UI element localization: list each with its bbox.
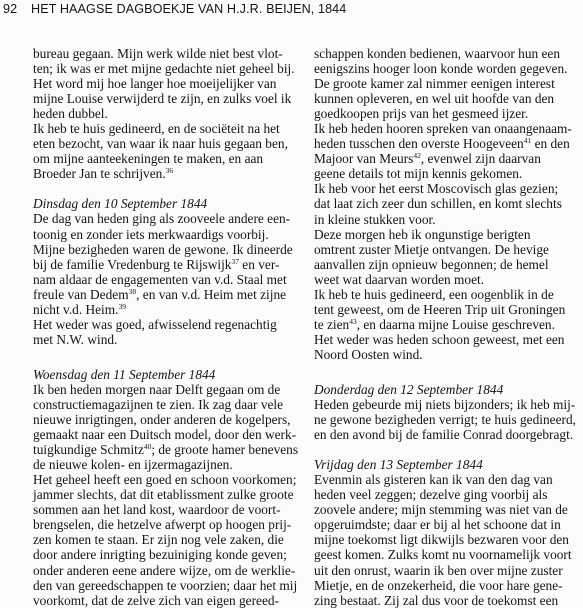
text-run: Majoor van Meurs — [314, 151, 414, 167]
text-run: freule van Dedem — [33, 286, 129, 302]
text-run: nam aldaar de engagementen van v.d. Staal met — [33, 271, 287, 287]
text-line — [314, 532, 583, 547]
text-run: heden dubbel. — [33, 106, 108, 122]
text-line — [314, 397, 583, 412]
text-run: onder anderen eene andere wijze, om de werklie- — [33, 562, 296, 578]
text-run: jammer slechts, dat dit etablissment zulke groote — [33, 487, 294, 503]
footnote-marker: 43 — [349, 316, 357, 326]
footnote-marker: 41 — [523, 136, 532, 146]
text-line — [33, 61, 305, 76]
text-run: toonig en zonder iets merkwaardigs voorbij. — [33, 226, 269, 242]
text-line — [33, 487, 305, 502]
text-run: door andere inrigting bezuiniging konde geven; — [33, 547, 287, 563]
text-run: Deze morgen heb ik ongunstige berigten — [314, 226, 531, 242]
text-run: geest komen. Zulks komt nu voornamelijk voort — [314, 547, 572, 563]
text-line — [33, 578, 305, 593]
paragraph-gap — [314, 362, 583, 382]
text-run: Het geheel heeft een goed en schoon voorkomen; — [33, 472, 297, 488]
text-line — [314, 287, 583, 302]
text-run: dat laat zich zeer dun schillen, en komt slechts — [314, 196, 562, 212]
text-run: ne gewone bezigheden verrigt; te huis gedineerd, — [314, 412, 576, 428]
footnote-marker: 37 — [231, 256, 239, 266]
running-title: HET HAAGSE DAGBOEKJE VAN H.J.R. BEIJEN, 1844 — [31, 2, 347, 16]
entry-date-heading — [314, 382, 583, 397]
text-run: Mietje, en de onzekerheid, die voor hare gene- — [314, 577, 563, 593]
text-run: in kleine stukken voor. — [314, 211, 436, 227]
text-run: , en daarna mijne Louise geschreven. — [356, 316, 555, 332]
text-run: eten bezocht, van waar ik naar huis gegaan ben, — [33, 136, 288, 152]
text-run: Mijne bezigheden waren de gewone. Ik dineerde — [33, 241, 293, 257]
text-run: voorkomt, dat de zelve zich van eigen gereed- — [33, 592, 280, 608]
text-line — [33, 502, 305, 517]
text-run: brengselen, die hetzelve afwerpt op hoogen prij- — [33, 517, 292, 533]
text-run: om mijne aanteekeningen te maken, en aan — [33, 151, 264, 167]
text-line — [33, 121, 305, 136]
text-line — [314, 181, 583, 196]
text-line — [33, 272, 305, 287]
text-run: sommen aan het land kost, waardoor de voort- — [33, 502, 281, 518]
text-line — [33, 317, 305, 332]
text-line — [314, 257, 583, 272]
text-line — [314, 578, 583, 593]
text-run: De groote kamer zal nimmer eenigen interest — [314, 76, 555, 92]
text-run: heden veel zeggen; dezelve ging voorbij als — [314, 487, 548, 503]
text-line — [33, 517, 305, 532]
text-line — [314, 196, 583, 211]
text-run: aanvallen zijn opnieuw begonnen; de hemel — [314, 256, 549, 272]
text-run: ten; ik was er met mijne gedachte niet geheel bij. — [33, 61, 295, 77]
text-line — [33, 302, 305, 317]
text-line — [33, 442, 305, 457]
text-run: Donderdag den 12 September 1844 — [314, 381, 504, 397]
paragraph-gap — [33, 347, 305, 367]
footnote-marker: 40 — [143, 442, 152, 452]
text-line — [314, 136, 583, 151]
text-run: en ver- — [238, 256, 280, 272]
text-run: Het weder was heden schoon geweest, met een — [314, 331, 565, 347]
text-run: weet wat daarvan worden moet. — [314, 271, 485, 287]
text-line — [314, 242, 583, 257]
text-run: Noord Oosten wind. — [314, 346, 423, 362]
text-line — [33, 547, 305, 562]
footnote-marker: 42 — [413, 151, 421, 161]
page-number: 92 — [3, 2, 18, 16]
text-line — [314, 487, 583, 502]
text-line — [33, 472, 305, 487]
text-run: Broeder Jan te schrijven. — [33, 166, 166, 182]
text-line — [314, 412, 583, 427]
text-run: tent geweest, om de Heeren Trip uit Groningen — [314, 301, 566, 317]
text-run: gemaakt naar een Duitsch model, door den werk- — [33, 427, 297, 443]
text-line — [33, 287, 305, 302]
text-run: constructiemagazijnen te zien. Ik zag daar vele — [33, 396, 284, 412]
text-run: de nieuwe kolen- en ijzermagazijnen. — [33, 457, 233, 473]
text-run: eenigszins hooger loon konde worden gegeven. — [314, 61, 568, 77]
text-line — [33, 563, 305, 578]
text-run: Ik heb heden hooren spreken van onaangenaam- — [314, 121, 572, 137]
text-run: geene details tot mijn kennis gekomen. — [314, 166, 523, 182]
text-line — [33, 257, 305, 272]
text-line — [33, 242, 305, 257]
footnote-marker: 36 — [165, 166, 174, 176]
text-line — [314, 76, 583, 91]
right-text-column — [314, 46, 583, 608]
text-line — [33, 76, 305, 91]
text-line — [314, 347, 583, 362]
text-run: ; de groote hamer benevens — [151, 442, 299, 458]
text-line — [314, 121, 583, 136]
text-run: Woensdag den 11 September 1844 — [33, 366, 216, 382]
text-run: Ik heb te huis gedineerd, en de sociëteit na het — [33, 121, 280, 137]
left-text-column — [33, 46, 305, 608]
text-line — [314, 427, 583, 442]
text-line — [314, 332, 583, 347]
text-line — [33, 397, 305, 412]
text-line — [314, 517, 583, 532]
text-line — [33, 136, 305, 151]
text-line — [33, 412, 305, 427]
text-line — [314, 547, 583, 562]
text-line — [33, 593, 305, 608]
text-run: zen komen te staan. Er zijn nog vele zaken, die — [33, 532, 284, 548]
text-line — [33, 151, 305, 166]
text-run: Evenmin als gisteren kan ik van den dag van — [314, 472, 553, 488]
text-run: zoovele andere; mijn stemming was niet van de — [314, 502, 568, 518]
text-run: Ik heb voor het eerst Moscovisch glas gezien; — [314, 181, 559, 197]
paragraph-gap — [314, 442, 583, 457]
text-line — [314, 212, 583, 227]
text-run: goedkoopen prijs van het gesmeed ijzer. — [314, 106, 529, 122]
footnote-marker: 39 — [118, 301, 126, 311]
text-run: kunnen opleveren, en wel uit hoofde van den — [314, 91, 555, 107]
text-line — [314, 272, 583, 287]
text-line — [314, 593, 583, 608]
text-line — [314, 317, 583, 332]
text-line — [314, 166, 583, 181]
text-run: uit den onrust, waarin ik ben over mijne zuster — [314, 562, 563, 578]
text-line — [33, 211, 305, 226]
text-run: met N.W. wind. — [33, 331, 118, 347]
text-line — [314, 61, 583, 76]
text-run: nieuwe inrigtingen, onder anderen de kogelpers, — [33, 412, 291, 428]
text-run: Het word mij hoe langer hoe moeijelijker van — [33, 76, 277, 92]
text-run: en den avond bij de familie Conrad doorgebragt. — [314, 427, 574, 443]
text-run: , evenwel zijn daarvan — [420, 151, 541, 167]
text-run: en den — [531, 136, 570, 152]
text-run: Ik heb te huis gedineerd, een oogenblik in de — [314, 286, 554, 302]
text-run: Vrijdag den 13 September 1844 — [314, 457, 483, 473]
text-run: zing bestaat. Zij zal dus voor de toekomst een — [314, 592, 559, 608]
text-run: te zien — [314, 316, 350, 332]
entry-date-heading — [33, 196, 305, 211]
text-run: , en van v.d. Heim met zijne — [136, 286, 287, 302]
text-run: heden tusschen den overste Hoogeveen — [314, 136, 524, 152]
text-line — [314, 472, 583, 487]
text-line — [33, 457, 305, 472]
paragraph-gap — [33, 181, 305, 196]
text-line — [314, 91, 583, 106]
text-run: mijne toekomst ligt dikwijls bezwaren voor den — [314, 532, 569, 548]
text-run: bij de familie Vredenburg te Rijswijk — [33, 256, 232, 272]
text-line — [33, 532, 305, 547]
text-line — [314, 302, 583, 317]
entry-date-heading — [33, 367, 305, 382]
text-line — [33, 227, 305, 242]
running-header — [3, 2, 579, 20]
text-line — [33, 427, 305, 442]
entry-date-heading — [314, 457, 583, 472]
text-line — [314, 46, 583, 61]
text-line — [314, 227, 583, 242]
text-line — [33, 332, 305, 347]
text-run: Dinsdag den 10 September 1844 — [33, 196, 208, 212]
text-run: mijne Louise verwijderd te zijn, en zulks voel ik — [33, 91, 292, 107]
text-line — [314, 502, 583, 517]
text-run: nicht v.d. Heim. — [33, 301, 119, 317]
text-run: Ik ben heden morgen naar Delft gegaan om de — [33, 381, 281, 397]
text-run: Het weder was goed, afwisselend regenachtig — [33, 316, 277, 332]
text-run: Heden gebeurde mij niets bijzonders; ik heb mij- — [314, 397, 576, 413]
text-line — [314, 151, 583, 166]
text-run: bureau gegaan. Mijn werk wilde niet best vlot- — [33, 46, 283, 61]
text-line — [33, 91, 305, 106]
text-line — [314, 563, 583, 578]
text-run: De dag van heden ging als zooveele andere een- — [33, 211, 291, 227]
text-line — [33, 106, 305, 121]
text-line — [33, 46, 305, 61]
text-line — [33, 166, 305, 181]
text-line — [314, 106, 583, 121]
text-run: tuigkundige Schmitz — [33, 442, 144, 458]
footnote-marker: 38 — [128, 286, 137, 296]
text-run: den van gereedschappen te voorzien; daar het mij — [33, 577, 298, 593]
text-run: omtrent zuster Mietje ontvangen. De hevige — [314, 241, 549, 257]
text-run: schappen konden bedienen, waarvoor hun een — [314, 46, 561, 61]
text-run: opgeruimdste; daar er bij al het schoone dat in — [314, 517, 561, 533]
text-line — [33, 382, 305, 397]
